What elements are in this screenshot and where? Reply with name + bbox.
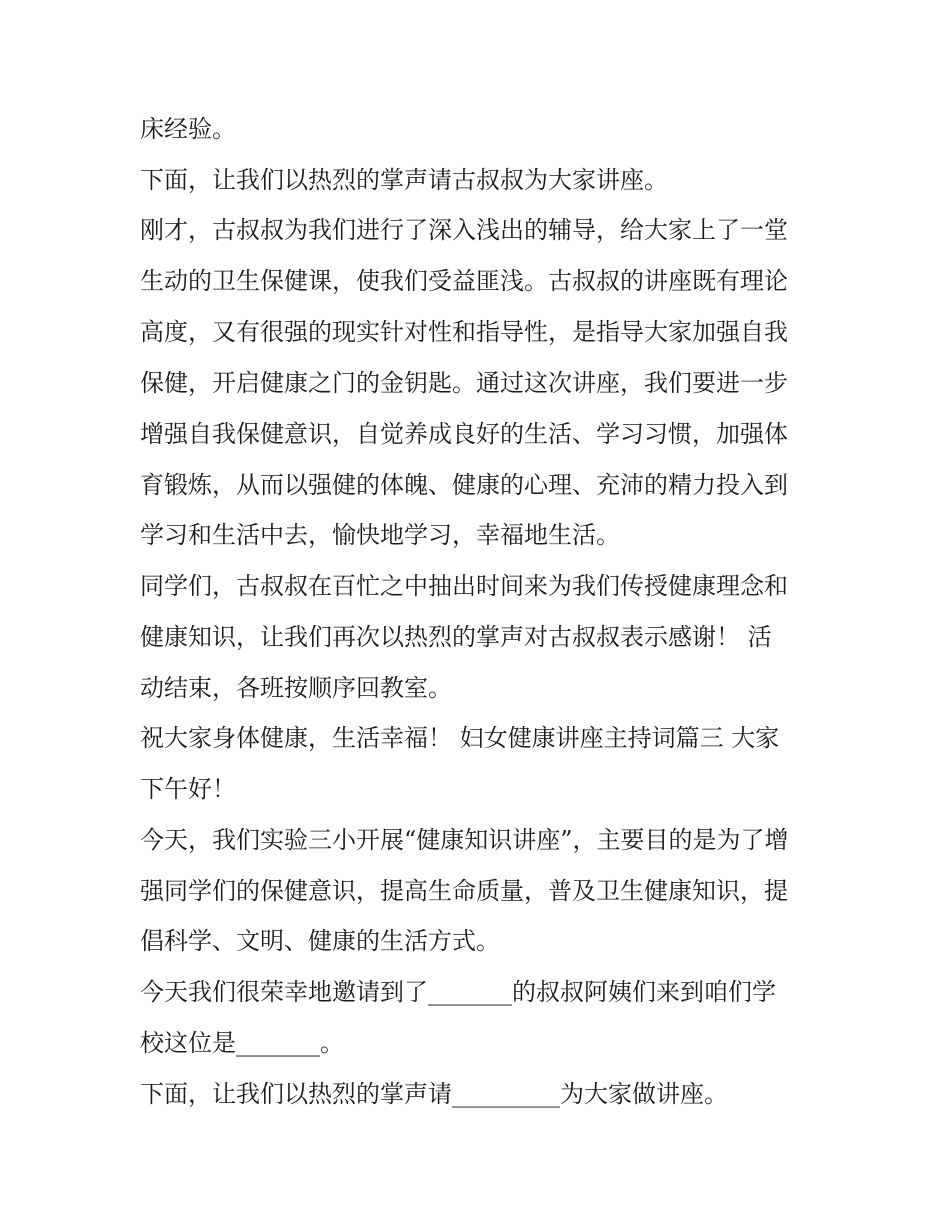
text-line: 生动的卫生保健课，使我们受益匪浅。古叔叔的讲座既有理论 [140, 267, 788, 295]
text-line: 高度，又有很强的现实针对性和指导性，是指导大家加强自我 [140, 318, 788, 346]
text-line: 下面，让我们以热烈的掌声请_________为大家做讲座。 [140, 1080, 728, 1108]
text-line: 育锻炼，从而以强健的体魄、健康的心理、充沛的精力投入到 [140, 471, 788, 499]
text-line: 动结束，各班按顺序回教室。 [140, 674, 452, 702]
text-line: 床经验。 [140, 115, 236, 143]
text-line: 保健，开启健康之门的金钥匙。通过这次讲座，我们要进一步 [140, 369, 788, 397]
text-line: 今天我们很荣幸地邀请到了_______的叔叔阿姨们来到咱们学 [140, 978, 776, 1006]
text-line: 刚才，古叔叔为我们进行了深入浅出的辅导，给大家上了一堂 [140, 216, 788, 244]
text-line: 祝大家身体健康，生活幸福！ 妇女健康讲座主持词篇三 大家 [140, 724, 780, 752]
text-line: 健康知识，让我们再次以热烈的掌声对古叔叔表示感谢！ 活 [140, 623, 772, 651]
text-line: 增强自我保健意识，自觉养成良好的生活、学习习惯，加强体 [140, 420, 788, 448]
text-line: 今天，我们实验三小开展“健康知识讲座”，主要目的是为了增 [140, 826, 789, 854]
text-line: 校这位是_______。 [140, 1029, 344, 1057]
text-line: 同学们，古叔叔在百忙之中抽出时间来为我们传授健康理念和 [140, 572, 788, 600]
text-line: 倡科学、文明、健康的生活方式。 [140, 927, 500, 955]
text-line: 强同学们的保健意识，提高生命质量，普及卫生健康知识，提 [140, 877, 788, 905]
text-line: 学习和生活中去，愉快地学习，幸福地生活。 [140, 521, 620, 549]
text-line: 下午好！ [140, 775, 236, 803]
text-line: 下面，让我们以热烈的掌声请古叔叔为大家讲座。 [140, 166, 668, 194]
